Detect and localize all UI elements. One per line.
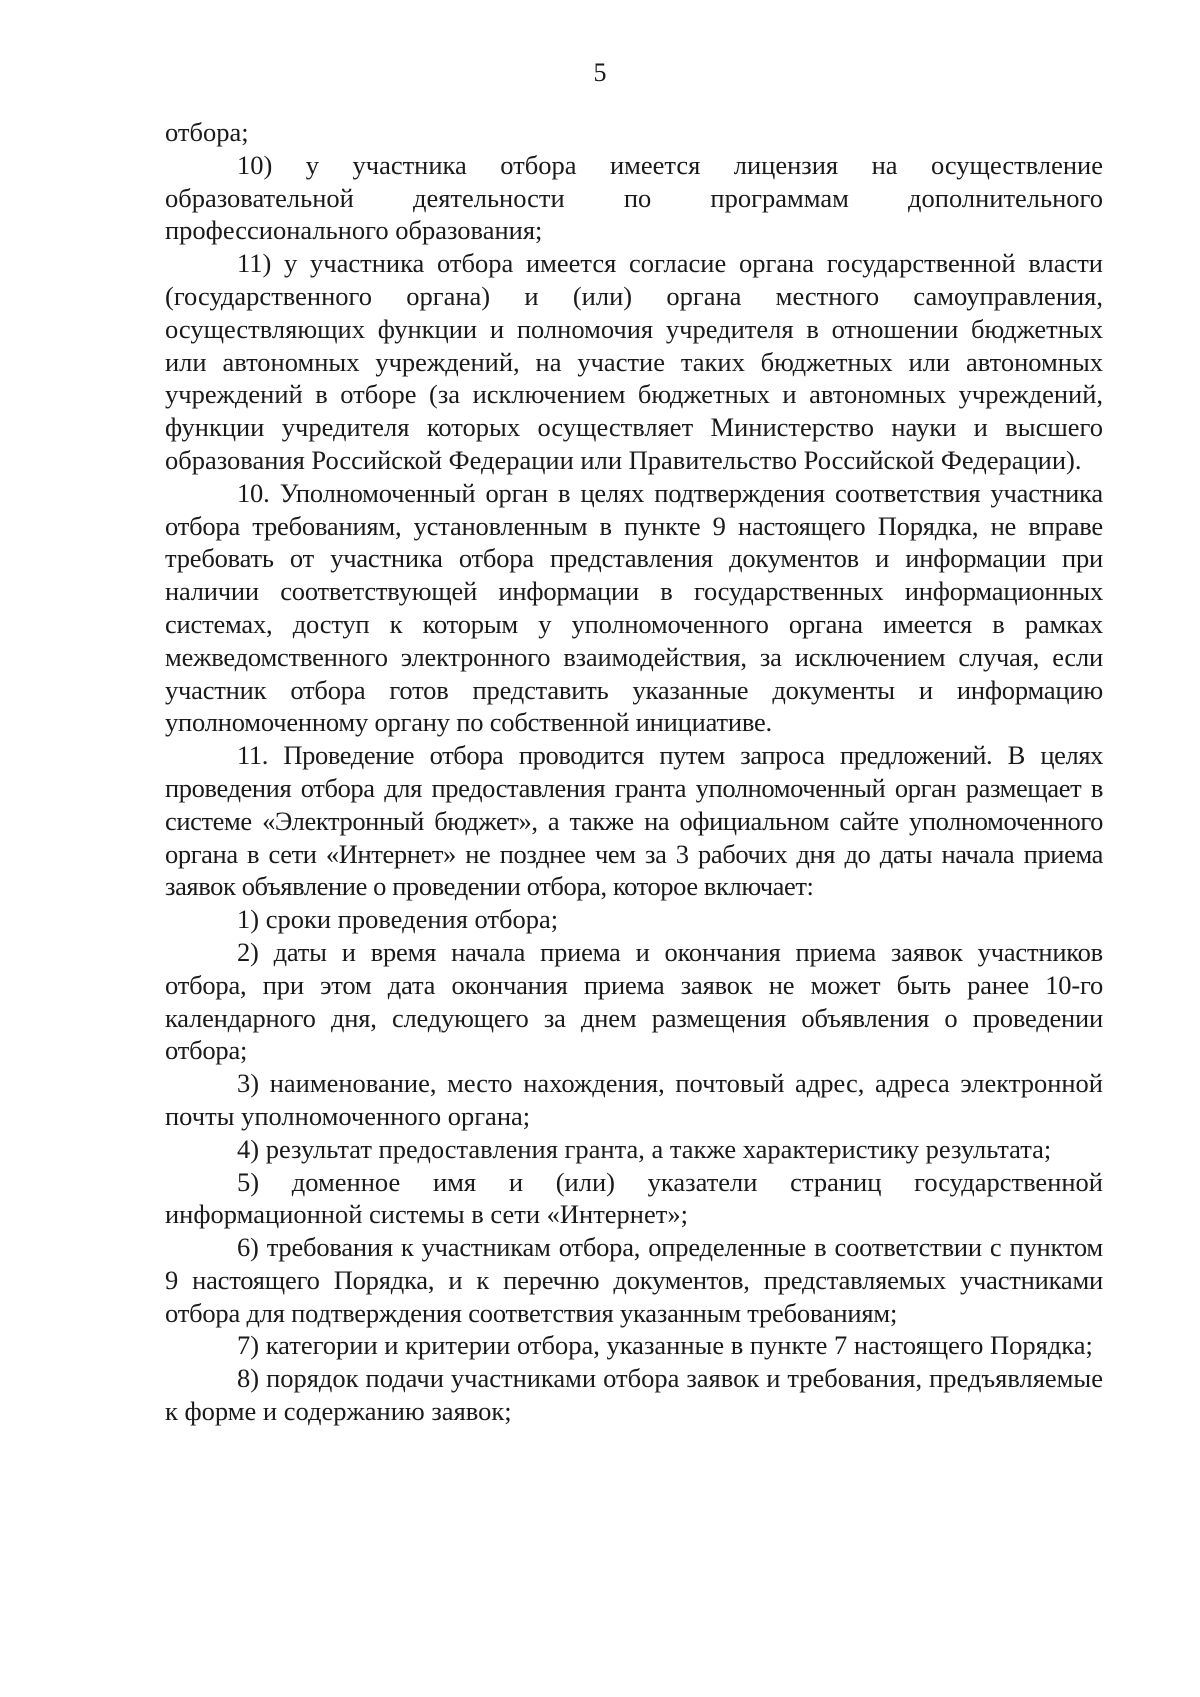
- paragraph-clause-11: 11. Проведение отбора проводится путем запроса предложений. В целях проведения отбора для предоставления гранта уполномоченный орган размещает в системе «Электронный бюджет», а также на официальном сайте уполномоченного органа в сети «Интернет» не позднее чем за 3 рабочих дня до даты начала приема заявок объявление о проведении отбора, которое включает:: [165, 740, 1103, 902]
- list-item-5: 5) доменное имя и (или) указатели страниц государственной информационной системы в сети «Интернет»;: [165, 1166, 1103, 1230]
- list-item-6: 6) требования к участникам отбора, определенные в соответствии с пунктом 9 настоящего Порядка, и к перечню документов, представляемых участниками отбора для подтверждения соответствия указанным требованиям;: [165, 1232, 1103, 1328]
- list-item-2: 2) даты и время начала приема и окончания приема заявок участников отбора, при этом дата окончания приема заявок не может быть ранее 10-го календарного дня, следующего за днем размещения объявления о проведении отбора;: [165, 936, 1103, 1066]
- list-item-1: 1) сроки проведения отбора;: [237, 904, 559, 935]
- paragraph-continuation: отбора;: [165, 117, 249, 147]
- paragraph-item-11-consent: 11) у участника отбора имеется согласие органа государственной власти (государственного органа) и (или) органа местного самоуправления, осуществляющих функции и полномочия учредителя в отношении бюджетных или автономных учреждений, на участие таких бюджетных или автономных учреждений в отборе (за исключением бюджетных и автономных учреждений, функции учредителя которых осуществляет Министерство науки и высшего образования Российской Федерации или Правительство Российской Федерации).: [165, 248, 1103, 475]
- list-item-3: 3) наименование, место нахождения, почтовый адрес, адреса электронной почты уполномоченного органа;: [165, 1068, 1103, 1131]
- list-item-8: 8) порядок подачи участниками отбора заявок и требования, предъявляемые к форме и содержанию заявок;: [165, 1363, 1103, 1427]
- paragraph-clause-10: 10. Уполномоченный орган в целях подтверждения соответствия участника отбора требованиям, установленным в пункте 9 настоящего Порядка, не вправе требовать от участника отбора представления документов и информации при наличии соответствующей информации в государственных информационных системах, доступ к которым у уполномоченного органа имеется в рамках межведомственного электронного взаимодействия, за исключением случая, если участник отбора готов представить указанные документы и информацию уполномоченному органу по собственной инициативе.: [165, 477, 1103, 738]
- paragraph-item-10-license: 10) у участника отбора имеется лицензия на осуществление образовательной деятельности по программам дополнительного профессионального образования;: [165, 149, 1103, 246]
- list-item-7: 7) категории и критерии отбора, указанные в пункте 7 настоящего Порядка;: [237, 1330, 1093, 1361]
- list-item-4: 4) результат предоставления гранта, а также характеристику результата;: [237, 1133, 1052, 1164]
- page-number: 5: [593, 58, 607, 87]
- document-body: [165, 116, 1103, 1428]
